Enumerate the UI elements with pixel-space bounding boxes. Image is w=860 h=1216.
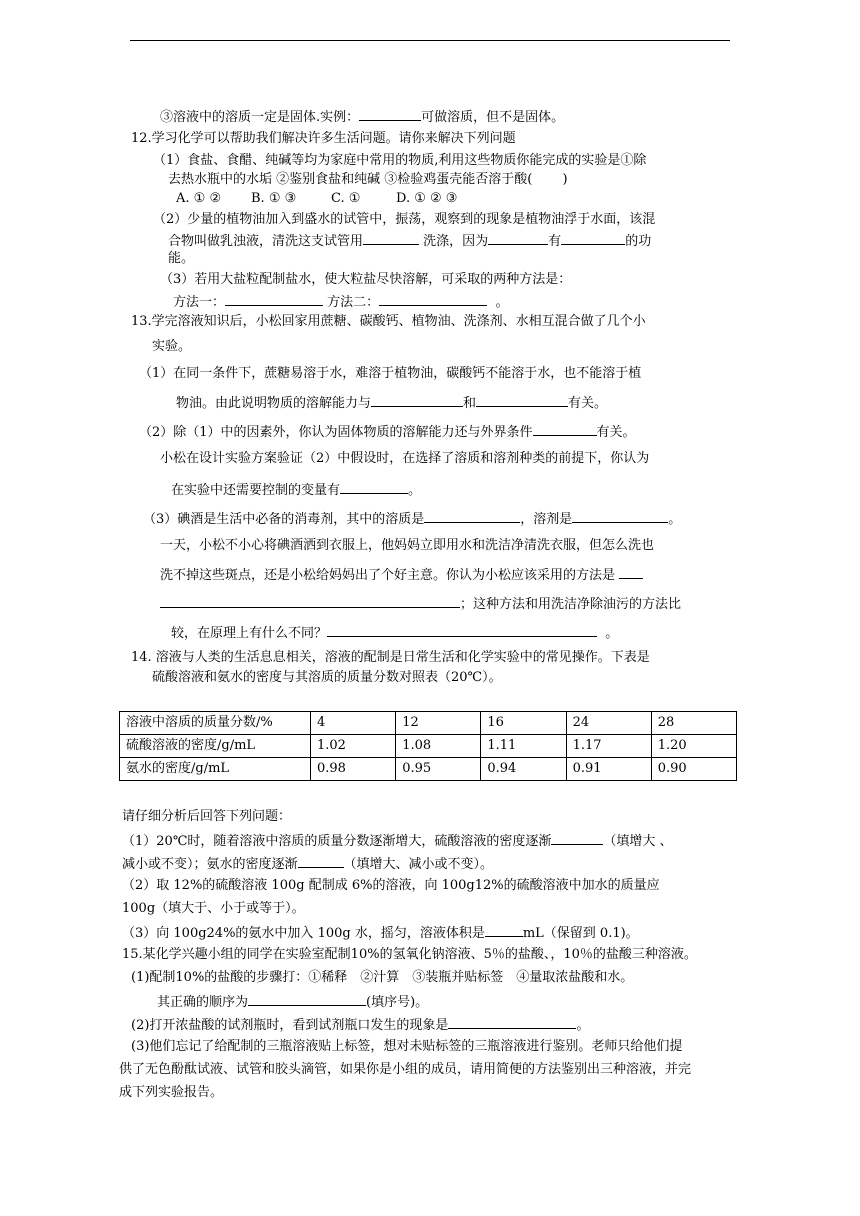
table-cell: 0.95	[396, 758, 481, 781]
table-row	[120, 758, 737, 781]
q12-p2-line2: 合物叫做乳浊液，清洗这支试管用 洗涤，因为 有 的功	[168, 234, 652, 249]
q13-p2-line2: 小松在设计实验方案验证（2）中假设时，在选择了溶质和溶剂种类的前提下，你认为	[160, 451, 650, 466]
table-cell: 1.08	[396, 735, 481, 758]
q14-p2-line1: （2）取 12%的硫酸溶液 100g 配制成 6%的溶液，向 100g12%的硫酸溶液中加水的质量应	[122, 878, 660, 893]
header-rule	[130, 40, 730, 41]
q13-p3-line2: 一天，小松不小心将碘酒洒到衣服上，他妈妈立即用水和洗洁净清洗衣服，但怎么洗也	[160, 538, 655, 553]
q15-title: 15.某化学兴趣小组的同学在实验室配制10%的氢氧化钠溶液、5％的盐酸、，10％的盐酸三种溶液。	[122, 947, 697, 962]
q12-p1-line2: 去热水瓶中的水垢 ②鉴别食盐和纯碱 ③检验鸡蛋壳能否溶于酸( )	[168, 172, 568, 187]
table-cell: 28	[651, 712, 736, 735]
q13-p1-line2: 物油。由此说明物质的溶解能力与 和 有关。	[176, 396, 608, 411]
table-cell: 4	[311, 712, 396, 735]
table-cell: 16	[481, 712, 566, 735]
answer-blank[interactable]	[488, 232, 548, 245]
q13-p2-line1: （2）除（1）中的因素外，你认为固体物质的溶解能力还与外界条件 有关。	[139, 425, 636, 440]
answer-blank[interactable]	[359, 108, 421, 121]
q15-p1-line1: (1)配制10%的盐酸的步骤打：①稀释 ②汁算 ③装瓶并贴标签 ④量取浓盐酸和水。	[131, 970, 634, 985]
table-cell: 1.02	[311, 735, 396, 758]
answer-blank[interactable]	[572, 510, 668, 523]
q13-p3-line1: （3）碘酒是生活中必备的消毒剂，其中的溶质是 ，溶剂是 。	[143, 512, 682, 527]
table-cell: 12	[396, 712, 481, 735]
table-cell: 24	[566, 712, 651, 735]
answer-blank[interactable]	[363, 232, 419, 245]
table-cell: 1.20	[651, 735, 736, 758]
table-cell: 0.94	[481, 758, 566, 781]
table-cell: 硫酸溶液的密度/g/mL	[120, 735, 311, 758]
answer-blank[interactable]	[448, 1016, 576, 1029]
answer-blank[interactable]	[533, 423, 597, 436]
answer-blank[interactable]	[327, 624, 597, 637]
table-cell: 溶液中溶质的质量分数/%	[120, 712, 311, 735]
q14-p1-line2: 减小或不变）；氨水的密度逐渐 （填增大、减小或不变）。	[122, 857, 494, 872]
q13-p1-line1: （1）在同一条件下，蔗糖易溶于水，难溶于植物油，碳酸钙不能溶于水，也不能溶于植	[139, 366, 642, 381]
q14-intro: 请仔细分析后回答下列问题：	[122, 809, 292, 824]
q14-p2-line2: 100g（填大于、小于或等于）。	[122, 901, 305, 916]
q13-p3-line3: 洗不掉这些斑点，还是小松给妈妈出了个好主意。你认为小松应该采用的方法是	[160, 566, 643, 584]
q12-p3-line1: （3）若用大盐粒配制盐水，使大粒盐尽快溶解，可采取的两种方法是：	[160, 272, 572, 287]
answer-blank[interactable]	[248, 993, 366, 1006]
answer-blank[interactable]	[225, 293, 323, 306]
answer-blank[interactable]	[551, 832, 603, 845]
q12-option-c: C. ①	[331, 191, 361, 206]
table-cell: 1.17	[566, 735, 651, 758]
q12-option-d: D. ① ② ③	[396, 191, 458, 206]
q13-title-line2: 实验。	[152, 339, 192, 354]
answer-blank[interactable]	[379, 293, 487, 306]
q14-title-line2: 硫酸溶液和氨水的密度与其溶质的质量分数对照表（20℃）。	[152, 670, 502, 685]
q12-p1-line1: （1）食盐、食醋、纯碱等均为家庭中常用的物质,利用这些物质你能完成的实验是①除	[153, 153, 647, 168]
q14-title-line1: 14. 溶液与人类的生活息息相关，溶液的配制是日常生活和化学实验中的常见操作。下表是	[131, 650, 650, 665]
q15-p3-line3: 成下列实验报告。	[119, 1085, 224, 1100]
table-row	[120, 735, 737, 758]
answer-blank[interactable]	[371, 394, 463, 407]
q13-p3-line5: 较，在原理上有什么不同？ 。	[171, 626, 619, 641]
table-cell: 0.90	[651, 758, 736, 781]
q12-p2-line3: 能。	[168, 251, 195, 266]
answer-blank[interactable]	[160, 595, 460, 608]
density-table	[119, 711, 737, 781]
answer-blank[interactable]	[485, 924, 523, 937]
q12-title: 12.学习化学可以帮助我们解决许多生活问题。请你来解决下列问题	[131, 131, 516, 146]
q13-p2-line3: 在实验中还需要控制的变量有 。	[171, 483, 422, 498]
q15-p3-line2: 供了无色酚酞试液、试管和胶头滴管，如果你是小组的成员，请用简便的方法鉴别出三种溶液，并完	[119, 1062, 692, 1077]
answer-blank[interactable]	[298, 855, 344, 868]
q12-option-a: A. ① ②	[176, 191, 222, 206]
q11-line3: ③溶液中的溶质一定是固体.实例： 可做溶质，但不是固体。	[160, 110, 565, 125]
answer-blank[interactable]	[561, 232, 625, 245]
q15-p2: (2)打开浓盐酸的试剂瓶时，看到试剂瓶口发生的现象是 。	[131, 1018, 590, 1033]
table-cell: 0.91	[566, 758, 651, 781]
answer-blank[interactable]	[476, 394, 568, 407]
answer-blank[interactable]	[619, 566, 643, 579]
q15-p3-line1: (3)他们忘记了给配制的三瓶溶液贴上标签，想对未贴标签的三瓶溶液进行鉴别。老师只给他们提	[131, 1039, 683, 1054]
table-cell: 0.98	[311, 758, 396, 781]
q14-p3: （3）向 100g24%的氨水中加入 100g 水，摇匀，溶液体积是 mL（保留到 0.1)。	[122, 926, 639, 941]
q13-p3-line4: ；这种方法和用洗洁净除油污的方法比	[160, 595, 681, 613]
q14-p1-line1: （1）20℃时，随着溶液中溶质的质量分数逐渐增大，硫酸溶液的密度逐渐 （填增大 、	[122, 834, 673, 849]
q12-option-b: B. ① ③	[251, 191, 297, 206]
q12-p2-line1: （2）少量的植物油加入到盛水的试管中，振荡，观察到的现象是植物油浮于水面，该混	[153, 212, 656, 227]
answer-blank[interactable]	[340, 481, 408, 494]
table-row	[120, 712, 737, 735]
table-cell: 1.11	[481, 735, 566, 758]
q15-p1-line2: 其正确的顺序为 (填序号)。	[157, 995, 429, 1010]
q13-title-line1: 13.学完溶液知识后，小松回家用蔗糖、碳酸钙、植物油、洗涤剂、水相互混合做了几个小	[131, 314, 646, 329]
answer-blank[interactable]	[424, 510, 520, 523]
q12-p3-line2: 方法一： 方法二： 。	[173, 295, 509, 310]
table-cell: 氨水的密度/g/mL	[120, 758, 311, 781]
